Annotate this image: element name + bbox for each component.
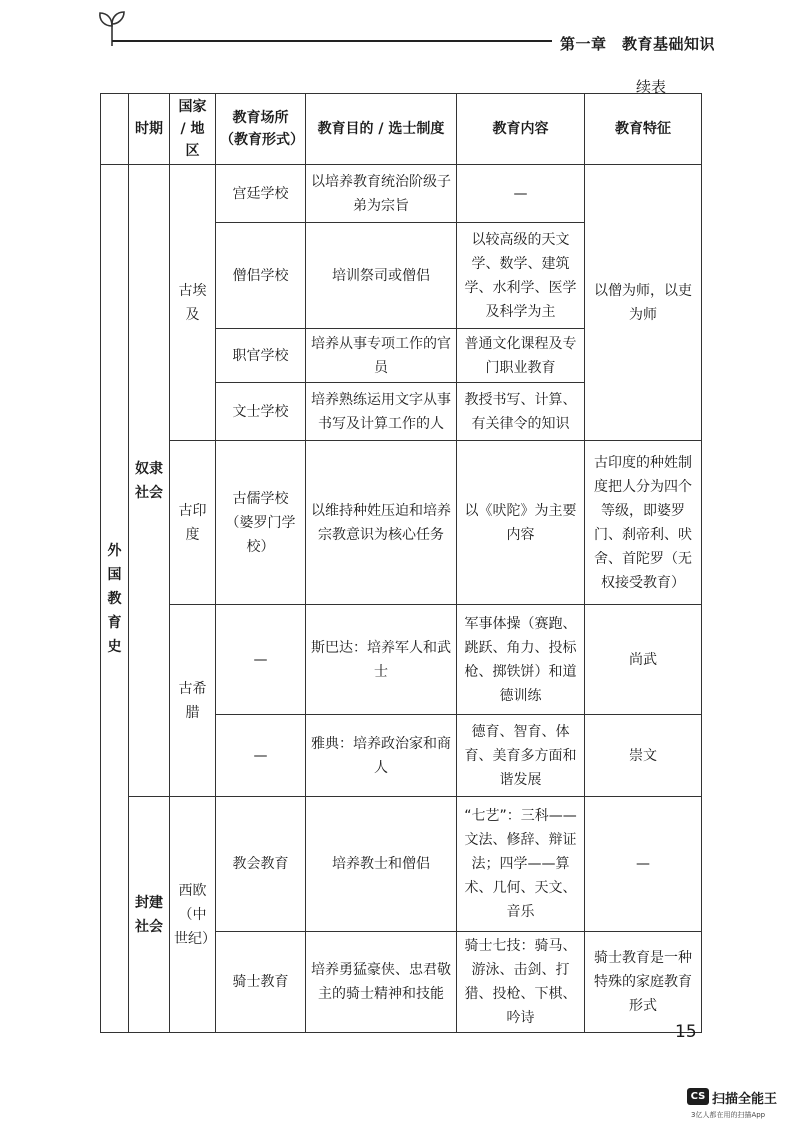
table-row	[101, 797, 702, 932]
place-cell: 古儒学校（婆罗门学校）	[216, 441, 306, 605]
aim-cell: 培养勇猛豪侠、忠君敬主的骑士精神和技能	[306, 932, 457, 1033]
aim-cell: 培训祭司或僧侣	[306, 223, 457, 329]
content-cell: 普通文化课程及专门职业教育	[457, 329, 585, 383]
place-cell: 教会教育	[216, 797, 306, 932]
table-row	[101, 441, 702, 605]
page-header	[0, 0, 800, 60]
header-row	[101, 94, 702, 165]
content-cell: 德育、智育、体育、美育多方面和谐发展	[457, 715, 585, 797]
region-greece: 古希腊	[170, 605, 216, 797]
aim-cell: 斯巴达：培养军人和武士	[306, 605, 457, 715]
region-egypt: 古埃及	[170, 165, 216, 441]
aim-cell: 培养教士和僧侣	[306, 797, 457, 932]
aim-cell: 以培养教育统治阶级子弟为宗旨	[306, 165, 457, 223]
feature-cell: —	[585, 797, 702, 932]
content-cell: 军事体操（赛跑、跳跃、角力、投标枪、掷铁饼）和道德训练	[457, 605, 585, 715]
scanner-watermark	[687, 1088, 792, 1124]
chapter-title: 第一章 教育基础知识	[560, 35, 716, 53]
aim-cell: 以维持种姓压迫和培养宗教意识为核心任务	[306, 441, 457, 605]
header-cell-aim: 教育目的 / 选士制度	[306, 94, 457, 165]
content-cell: —	[457, 165, 585, 223]
place-cell: 骑士教育	[216, 932, 306, 1033]
content-cell: 教授书写、计算、有关律令的知识	[457, 383, 585, 441]
side-label: 外国教育史	[101, 165, 129, 1033]
feature-cell: 崇文	[585, 715, 702, 797]
scanner-app-name: 扫描全能王	[712, 1092, 778, 1107]
content-cell: 骑士七技：骑马、游泳、击剑、打猎、投枪、下棋、吟诗	[457, 932, 585, 1033]
scanner-tagline: 3亿人都在用的扫描App	[691, 1111, 766, 1119]
place-cell: 宫廷学校	[216, 165, 306, 223]
region-europe: 西欧（中世纪）	[170, 797, 216, 1033]
place-cell: —	[216, 605, 306, 715]
header-rule	[112, 40, 552, 42]
header-cell-content: 教育内容	[457, 94, 585, 165]
table-row	[101, 605, 702, 715]
content-cell: 以较高级的天文学、数学、建筑学、水利学、医学及科学为主	[457, 223, 585, 329]
period-feudal: 封建社会	[129, 797, 170, 1033]
table-row	[101, 165, 702, 223]
place-cell: 僧侣学校	[216, 223, 306, 329]
page-number: 15	[675, 1022, 697, 1042]
aim-cell: 雅典：培养政治家和商人	[306, 715, 457, 797]
region-india: 古印度	[170, 441, 216, 605]
header-cell-blank	[101, 94, 129, 165]
period-slave: 奴隶社会	[129, 165, 170, 797]
feature-cell: 以僧为师，以吏为师	[585, 165, 702, 441]
aim-cell: 培养熟练运用文字从事书写及计算工作的人	[306, 383, 457, 441]
continued-label: 续表	[636, 78, 667, 96]
header-cell-place: 教育场所（教育形式）	[216, 94, 306, 165]
feature-cell: 骑士教育是一种特殊的家庭教育形式	[585, 932, 702, 1033]
aim-cell: 培养从事专项工作的官员	[306, 329, 457, 383]
place-cell: —	[216, 715, 306, 797]
header-cell-period: 时期	[129, 94, 170, 165]
feature-cell: 古印度的种姓制度把人分为四个等级，即婆罗门、刹帝利、吠舍、首陀罗（无权接受教育）	[585, 441, 702, 605]
scanner-logo: CS	[687, 1088, 709, 1105]
place-cell: 职官学校	[216, 329, 306, 383]
content-cell: 以《吠陀》为主要内容	[457, 441, 585, 605]
header-cell-feature: 教育特征	[585, 94, 702, 165]
header-cell-region: 国家 / 地区	[170, 94, 216, 165]
feature-cell: 尚武	[585, 605, 702, 715]
content-cell: “七艺”：三科——文法、修辞、辩证法；四学——算术、几何、天文、音乐	[457, 797, 585, 932]
place-cell: 文士学校	[216, 383, 306, 441]
history-table	[100, 93, 701, 1033]
